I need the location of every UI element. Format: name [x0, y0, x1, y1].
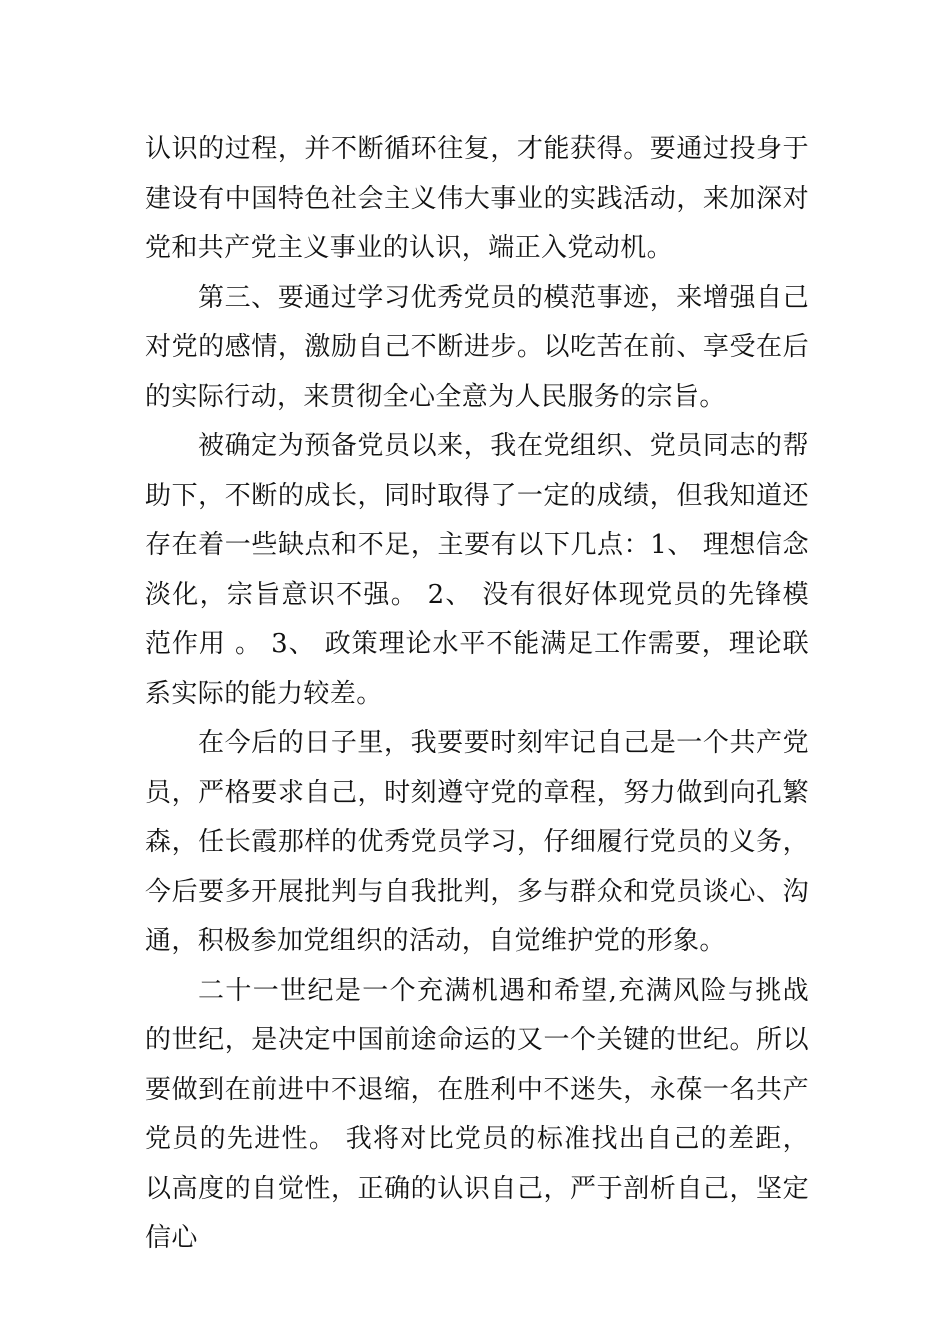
paragraph-continuation: 认识的过程，并不断循环往复，才能获得。要通过投身于建设有中国特色社会主义伟大事业的实践活动，来加深对党和共产党主义事业的认识，端正入党动机。: [145, 134, 809, 263]
paragraph-twenty-first-century: 二十一世纪是一个充满机遇和希望,充满风险与挑战的世纪，是决定中国前途命运的又一个关键的世纪。所以要做到在前进中不退缩，在胜利中不迷失，永葆一名共产党员的先进性。 我将对比党员的标准找出自己的差距，以高度的自觉性，正确的认识自己，严于剖析自己，坚定信心: [145, 975, 809, 1253]
paragraph-future-plan: 在今后的日子里，我要要时刻牢记自己是一个共产党员，严格要求自己，时刻遵守党的章程，努力做到向孔繁森，任长霞那样的优秀党员学习，仔细履行党员的义务，今后要多开展批判与自我批判，多与群众和党员谈心、沟通，积极参加党组织的活动，自觉维护党的形象。: [145, 728, 809, 956]
paragraph-shortcomings: 被确定为预备党员以来，我在党组织、党员同志的帮助下，不断的成长，同时取得了一定的成绩，但我知道还存在着一些缺点和不足，主要有以下几点：1、 理想信念淡化，宗旨意识不强。 2、 没有很好体现党员的先锋模范作用 。 3、 政策理论水平不能满足工作需要，理论联系实际的能力较差。: [145, 431, 809, 709]
paragraph-third-point: 第三、要通过学习优秀党员的模范事迹，来增强自己对党的感情，激励自己不断进步。以吃苦在前、享受在后的实际行动，来贯彻全心全意为人民服务的宗旨。: [145, 282, 809, 412]
document-body: [145, 125, 809, 1264]
